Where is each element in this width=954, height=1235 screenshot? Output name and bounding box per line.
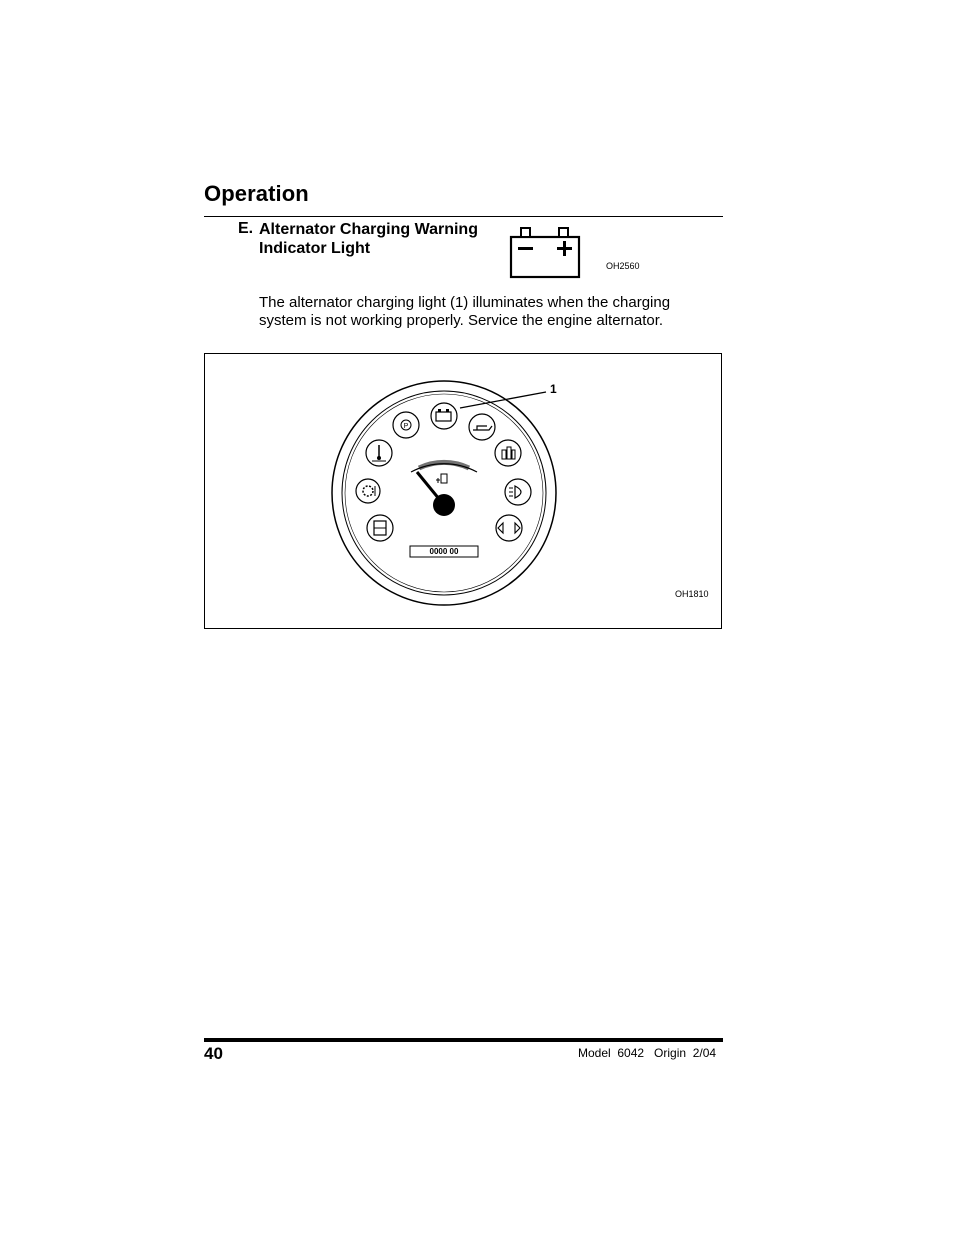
body-paragraph: The alternator charging light (1) illuminates when the charging system is not working properly. Service the engine alternator. (259, 294, 671, 329)
odometer-readout: 0000 00 (429, 547, 459, 556)
figure-code: OH1810 (675, 589, 709, 599)
instrument-cluster-figure (204, 353, 722, 629)
needle-hub (433, 494, 455, 516)
footer-divider (204, 1038, 723, 1042)
battery-icon (508, 225, 584, 279)
transmission-temperature-icon (356, 479, 380, 503)
alternator-battery-icon (431, 403, 457, 429)
section-letter: E. (238, 220, 254, 237)
section-heading: Alternator Charging Warning Indicator Light (259, 221, 478, 257)
turn-signal-icon (496, 515, 522, 541)
headlight-icon (505, 479, 531, 505)
svg-text:P: P (403, 423, 409, 430)
callout-number: 1 (550, 382, 557, 396)
figure-code: OH2560 (606, 261, 640, 271)
hydraulic-icon (495, 440, 521, 466)
coolant-temperature-icon (366, 440, 392, 466)
parking-brake-icon (393, 412, 419, 438)
seat-belt-icon (367, 515, 393, 541)
model-info: Model 6042 Origin 2/04 (578, 1046, 717, 1060)
oil-pressure-icon (469, 414, 495, 440)
header-divider (204, 216, 723, 217)
instrument-gauge (205, 354, 721, 628)
page-title: Operation (204, 181, 309, 206)
page-number: 40 (204, 1044, 223, 1063)
